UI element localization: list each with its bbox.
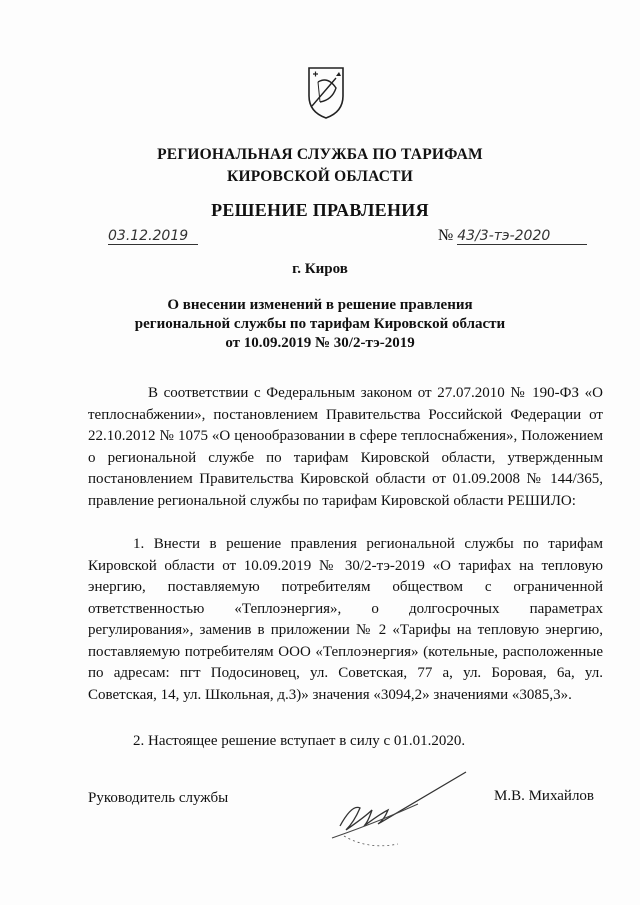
city: г. Киров (292, 261, 348, 277)
document-title: РЕШЕНИЕ ПРАВЛЕНИЯ (211, 200, 429, 220)
subject-line-1: О внесении изменений в решение правления (167, 297, 473, 313)
number-label: № (438, 227, 454, 244)
paragraph-preamble: В соответствии с Федеральным законом от 27.07.2010 № 190-ФЗ «О теплоснабжении», постановлением Правительства Российской Федерации от 22.10.2012 № 1075 «О ценообразовании в сфере теплоснабжения», Положением о региональной службе по тарифам Кировской области, утвержденным постановлением Правительства Кировской области от 01.09.2008 № 144/365, правление региональной службы по тарифам Кировской области РЕШИЛО: (88, 385, 603, 509)
signer-name: М.В. Михайлов (494, 788, 595, 804)
organization-name (0, 144, 640, 188)
subject-line-2: региональной службы по тарифам Кировской области (134, 316, 506, 332)
handwritten-signature (248, 752, 478, 862)
document-subject (0, 296, 640, 353)
kirov-coat-of-arms-icon (306, 66, 346, 120)
number-value: 43/3-тэ-2020 (457, 228, 587, 245)
document-number (438, 227, 587, 245)
org-line-1: РЕГИОНАЛЬНАЯ СЛУЖБА ПО ТАРИФАМ (157, 146, 483, 163)
org-line-2: КИРОВСКОЙ ОБЛАСТИ (227, 168, 413, 185)
paragraph-item-2: 2. Настоящее решение вступает в силу с 01.01.2020. (133, 733, 466, 749)
paragraph-item-1: 1. Внести в решение правления региональной службы по тарифам Кировской области от 10.09.2019 № 30/2-тэ-2019 «О тарифах на тепловую энергию, поставляемую потребителям обществом с ограниченной ответственностью «Теплоэнергия», о долгосрочных параметрах регулирования», заменив в приложении № 2 «Тарифы на тепловую энергию, поставляемую потребителям ООО «Теплоэнергия» (котельные, расположенные по адресам: пгт Подосиновец, ул. Советская, 77 а, ул. Боровая, 6а, ул. Советская, 14, ул. Школьная, д.3)» значения «3094,2» значениями «3085,3». (88, 536, 603, 703)
subject-line-3: от 10.09.2019 № 30/2-тэ-2019 (225, 335, 415, 351)
signer-position: Руководитель службы (88, 790, 229, 806)
document-date: 03.12.2019 (108, 228, 198, 245)
